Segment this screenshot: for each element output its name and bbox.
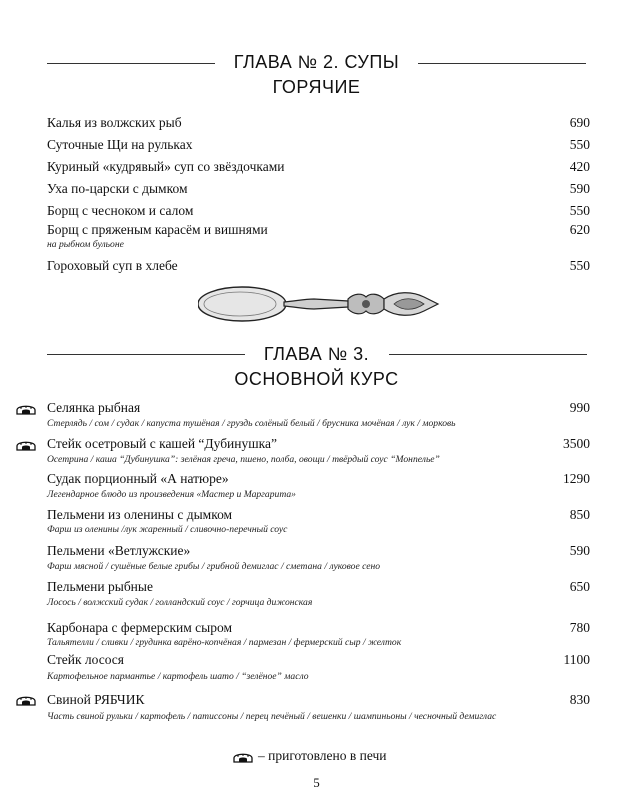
list-item: Куриный «кудрявый» суп со звёздочками xyxy=(47,159,285,174)
item-price: 780 xyxy=(569,620,590,635)
list-item: Пельмени из оленины с дымком xyxy=(47,507,233,522)
item-price: 650 xyxy=(569,579,590,594)
spoon-ornament-icon xyxy=(198,283,440,325)
chapter2-subtitle: ГОРЯЧИЕ xyxy=(272,77,361,97)
list-item: Калья из волжских рыб xyxy=(47,115,182,130)
legend-text: – приготовлено в печи xyxy=(258,748,387,763)
item-price: 550 xyxy=(569,258,590,273)
item-price: 550 xyxy=(569,137,590,152)
page-number: 5 xyxy=(313,775,320,790)
item-price: 3500 xyxy=(563,436,590,451)
list-item: Борщ с чесноком и салом xyxy=(47,203,194,218)
list-item: Судак порционный «А натюре» xyxy=(47,471,229,486)
item-price: 550 xyxy=(569,203,590,218)
item-note: Картофельное пармантье / картофель шато / “зелёное” масло xyxy=(47,671,309,682)
item-price: 990 xyxy=(569,400,590,415)
item-note: Стерлядь / сом / судак / капуста тушёная / груздь солёный белый / брусника мочёная / лук / морковь xyxy=(47,418,456,429)
list-item: Селянка рыбная xyxy=(47,400,141,415)
list-item: Карбонара с фермерским сыром xyxy=(47,620,232,635)
list-item: Гороховый суп в хлебе xyxy=(47,258,178,273)
oven-icon xyxy=(16,694,36,706)
item-note: Фарш из оленины /лук жаренный / сливочно-перечный соус xyxy=(47,524,288,535)
item-note: Осетрина / каша “Дубинушка”: зелёная греча, пшено, полба, овощи / твёрдый соус “Монпелье” xyxy=(47,454,440,465)
item-price: 420 xyxy=(569,159,590,174)
chapter3-title: ГЛАВА № 3. xyxy=(263,344,370,364)
oven-icon xyxy=(16,439,36,451)
oven-icon xyxy=(16,403,36,415)
oven-icon xyxy=(233,751,253,763)
chapter2-title: ГЛАВА № 2. СУПЫ xyxy=(233,52,400,72)
list-item: Пельмени «Ветлужские» xyxy=(47,543,191,558)
item-price: 1290 xyxy=(563,471,590,486)
item-note: Легендарное блюдо из произведения «Мастер и Маргарита» xyxy=(47,489,296,500)
list-item: Борщ с пряженым карасём и вишнями xyxy=(47,222,268,237)
item-price: 590 xyxy=(569,181,590,196)
chapter3-subtitle: ОСНОВНОЙ КУРС xyxy=(234,369,399,389)
item-price: 620 xyxy=(569,222,590,237)
item-note: на рыбном бульоне xyxy=(47,239,124,250)
list-item: Суточные Щи на рульках xyxy=(47,137,193,152)
item-note: Фарш мясной / сушёные белые грибы / грибной демиглас / сметана / луковое сено xyxy=(47,561,381,572)
item-price: 590 xyxy=(569,543,590,558)
item-price: 850 xyxy=(569,507,590,522)
list-item: Пельмени рыбные xyxy=(47,579,153,594)
list-item: Стейк осетровый с кашей “Дубинушка” xyxy=(47,436,277,451)
list-item: Уха по-царски с дымком xyxy=(47,181,188,196)
item-note: Часть свиной рульки / картофель / патиссоны / перец печёный / вешенки / шампиньоны / чесночный демиглас xyxy=(47,711,497,722)
item-price: 1100 xyxy=(563,652,590,667)
item-note: Тальятелли / сливки / грудинка варёно-копчёная / пармезан / фермерский сыр / желток xyxy=(47,637,402,648)
list-item: Свиной РЯБЧИК xyxy=(47,692,145,707)
item-note: Лосось / волжский судак / голландский соус / горчица дижонская xyxy=(47,597,313,608)
item-price: 690 xyxy=(569,115,590,130)
item-price: 830 xyxy=(569,692,590,707)
list-item: Стейк лосося xyxy=(47,652,124,667)
